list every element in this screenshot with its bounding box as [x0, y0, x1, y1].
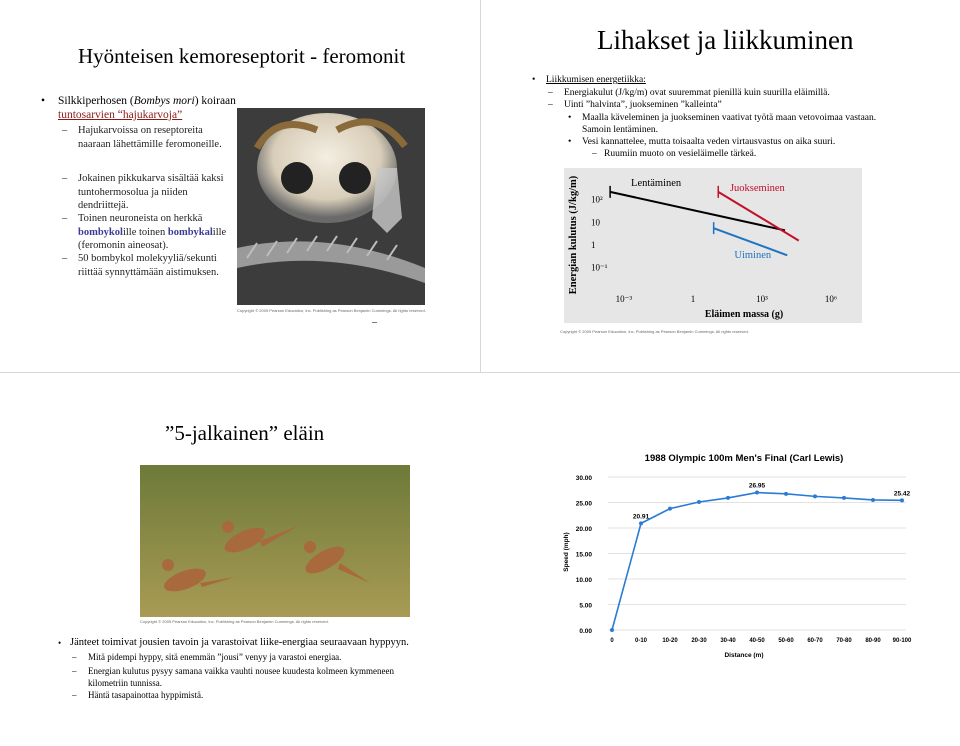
- y-tick-label: 10²: [591, 194, 603, 205]
- sub3-text-c: ille toinen: [122, 226, 168, 238]
- silkmoth-illustration: [237, 108, 425, 305]
- dash-icon: –: [548, 100, 553, 110]
- data-label: 25.42: [893, 490, 911, 498]
- slide2-sub-2: Uinti ”halvinta”, juokseminen ”kalleinta”: [564, 100, 722, 110]
- slide3-copyright: Copyright © 2005 Pearson Education, Inc. Publishing as Pearson Benjamin Cummings. All rights reserved.: [140, 619, 329, 624]
- data-label: 20.91: [632, 513, 650, 521]
- y-axis-title: Speed (mph): [563, 532, 570, 572]
- y-tick-label: 1: [591, 240, 596, 250]
- slide1-copyright: Copyright © 2005 Pearson Education, Inc. Publishing as Pearson Benjamin Cummings. All rights reserved.: [237, 308, 426, 313]
- y-tick-label: 10.00: [575, 577, 592, 584]
- energy-cost-chart: [564, 168, 862, 323]
- speed-point: [784, 492, 788, 496]
- slide3-bullet-main: Jänteet toimivat jousien tavoin ja varastoivat liike-energiaa seuraavaan hyppyyn.: [70, 637, 409, 648]
- speed-point: [610, 628, 614, 632]
- x-tick-label: 50-60: [778, 638, 794, 644]
- silkmoth-photo: [237, 108, 425, 305]
- slide2-copyright: Copyright © 2005 Pearson Education, Inc. Publishing as Pearson Benjamin Cummings. All rights reserved.: [560, 329, 749, 334]
- speed-point: [755, 491, 759, 495]
- series-label: Lentäminen: [631, 178, 682, 189]
- series-label: Uiminen: [734, 250, 772, 261]
- speed-point: [900, 498, 904, 502]
- bullet-text: Silkkiperhosen (: [58, 95, 134, 107]
- speed-chart: [556, 447, 916, 667]
- kangaroo-illustration: [140, 465, 410, 617]
- bullet-dot-icon: •: [41, 95, 46, 107]
- x-tick-label: 90-100: [892, 638, 912, 644]
- x-tick-label: 80-90: [865, 638, 881, 644]
- y-tick-label: 10: [591, 217, 600, 228]
- y-tick-label: 5.00: [579, 602, 592, 610]
- speed-line: [612, 493, 902, 630]
- slide2-sub-sub-shape: Ruumiin muoto on vesieläimelle tärkeä.: [604, 149, 757, 159]
- series-label: Juokseminen: [729, 183, 785, 194]
- x-axis-title: Eläimen massa (g): [704, 309, 784, 320]
- x-tick-label: 1: [690, 294, 696, 304]
- y-tick-label: 10⁻¹: [591, 262, 608, 273]
- y-axis-title: Energian kulutus (J/kg/m): [568, 175, 579, 295]
- dash-icon: –: [72, 690, 77, 700]
- speed-point: [842, 496, 846, 500]
- slide3-title: ”5-jalkainen” eläin: [165, 421, 325, 445]
- speed-chart-svg: [556, 447, 916, 667]
- slide-divider-vertical: [480, 0, 481, 372]
- data-label: 26.95: [748, 482, 766, 490]
- bullet-text-mid: ) koiraan: [194, 95, 236, 107]
- antenna-hairs-link[interactable]: tuntosarvien “hajukarvoja”: [58, 109, 183, 121]
- x-tick-label: 40-50: [749, 638, 765, 644]
- bullet-dot-icon: •: [532, 75, 536, 85]
- speed-point: [871, 498, 875, 502]
- energy-chart-svg: [564, 168, 862, 323]
- species-name: Bombys mori: [133, 95, 195, 107]
- y-tick-label: 0.00: [579, 628, 592, 635]
- y-tick-label: 20.00: [575, 526, 592, 533]
- x-tick-label: 30-40: [720, 638, 736, 644]
- bullet-dot-icon: •: [568, 137, 572, 147]
- dash-icon: –: [592, 149, 597, 159]
- x-tick-label: 10⁻³: [615, 294, 633, 304]
- x-axis-title: Distance (m): [724, 652, 764, 659]
- bombykal-term: bombykal: [167, 226, 213, 238]
- slide1-sub-bullet-1: – Hajukarvoissa on reseptoreita naaraan lähettämille feromoneille.: [78, 124, 238, 151]
- slide3-sub-1: Mitä pidempi hyppy, sitä enemmän ”jousi” venyy ja varastoi energiaa.: [88, 652, 342, 662]
- slide1-sub-bullet-2: – Jokainen pikkukarva sisältää kaksi tuntohermosolua ja niiden dendriittejä.: [78, 172, 238, 213]
- slide1-title: Hyönteisen kemoreseptorit - feromonit: [78, 44, 406, 68]
- y-tick-label: 15.00: [575, 551, 592, 559]
- speed-point: [668, 507, 672, 511]
- x-tick-label: 10⁶: [824, 294, 838, 304]
- x-tick-label: 10-20: [662, 638, 678, 644]
- y-tick-label: 30.00: [575, 475, 592, 482]
- slide1-sub-bullet-4: – 50 bombykol molekyyliä/sekunti riittää synnyttämään aistimuksen.: [78, 252, 238, 279]
- slide2-title: Lihakset ja liikkuminen: [597, 25, 854, 55]
- sub3-text-e: ille (feromonin aineosat).: [78, 226, 227, 251]
- sub3-text-a: Toinen neuroneista on herkkä: [78, 213, 203, 224]
- slide2-sub-bullet-water: Vesi kannattelee, mutta toisaalta veden virtausvastus on aika suuri.: [582, 137, 836, 147]
- x-tick-label: 10³: [756, 294, 768, 304]
- speed-point: [697, 500, 701, 504]
- dash-icon: –: [72, 652, 77, 662]
- dash-icon: –: [548, 88, 553, 98]
- slide3-sub-2: Energian kulutus pysyy samana vaikka vauhti nousee kuudesta kolmeen kymmeneen kilometriin tunnissa.: [88, 666, 395, 688]
- x-tick-label: 60-70: [807, 638, 823, 644]
- speed-chart-title: 1988 Olympic 100m Men's Final (Carl Lewis): [644, 453, 844, 464]
- slide2-bullet-1: Liikkumisen energetiikka:: [546, 75, 646, 85]
- slide2-sub-bullet-walk: Maalla käveleminen ja juokseminen vaativat työtä maan vetovoimaa vastaan. Samoin lentäminen.: [582, 113, 877, 135]
- x-tick-label: 20-30: [691, 638, 707, 644]
- x-tick-label: 70-80: [836, 638, 852, 644]
- x-tick-label: 0-10: [634, 638, 648, 644]
- x-tick-label: 0: [610, 638, 614, 644]
- bullet-dot-icon: •: [568, 113, 572, 123]
- speed-point: [813, 494, 817, 498]
- slide-divider-horizontal: [0, 372, 960, 373]
- speed-point: [639, 521, 643, 525]
- bombykol-term: bombykol: [78, 226, 123, 238]
- y-tick-label: 25.00: [575, 500, 592, 508]
- speed-point: [726, 496, 730, 500]
- slide3-sub-3: Häntä tasapainottaa hyppimistä.: [88, 690, 204, 700]
- bullet-dot-icon: •: [58, 638, 62, 648]
- series-line-0: [610, 192, 785, 231]
- slide1-bullet: [41, 94, 236, 122]
- slide2-sub-1: Energiakulut (J/kg/m) ovat suuremmat pienillä kuin suurilla eläimillä.: [564, 88, 830, 98]
- dash-icon: –: [72, 666, 77, 676]
- slide1-sub-bullet-3: [78, 212, 238, 253]
- kangaroo-photo: [140, 465, 410, 617]
- slide1-marker: –: [372, 317, 377, 328]
